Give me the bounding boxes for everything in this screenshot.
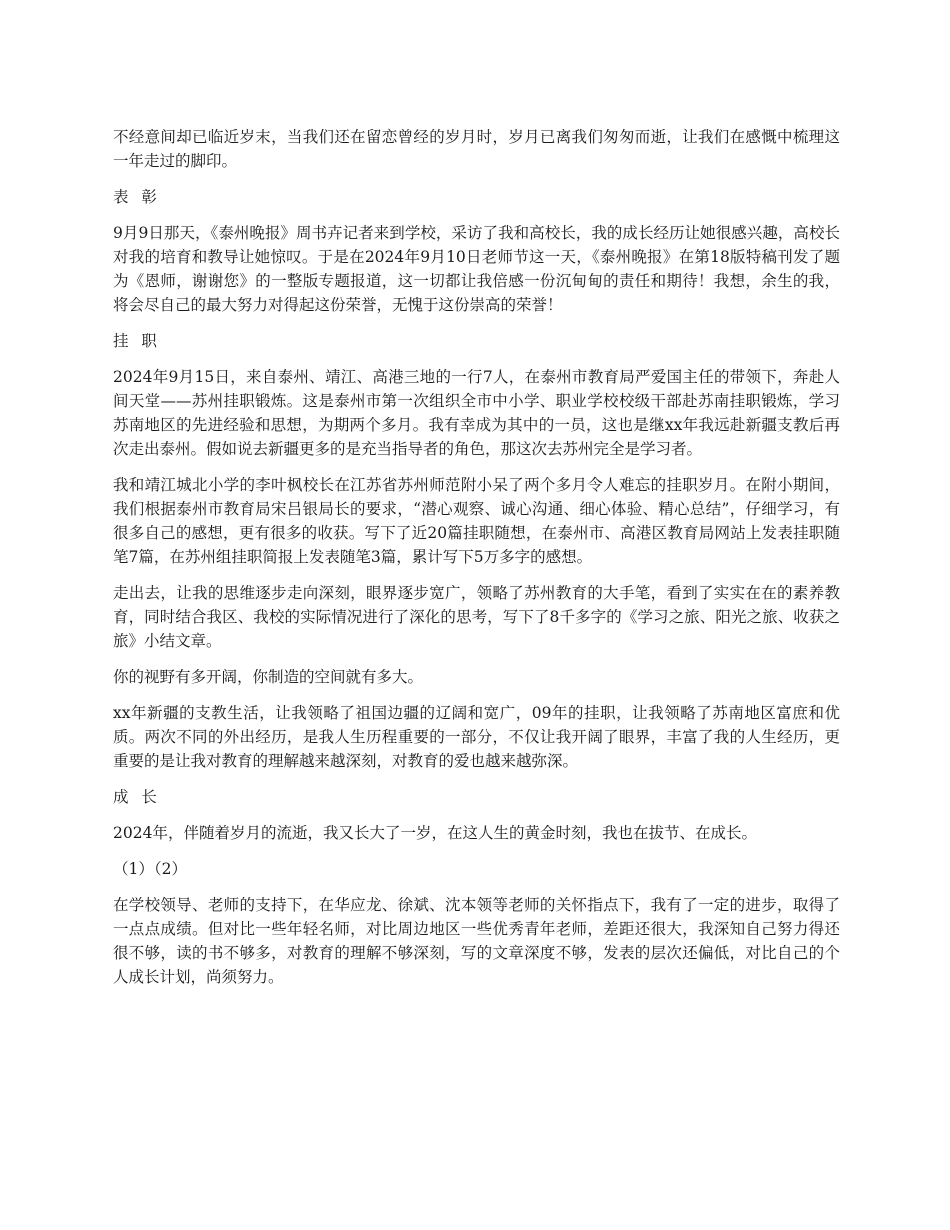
growth-list-markers: （1）（2） — [113, 860, 187, 878]
secondment-paragraph-1: 2024年9月15日，来自泰州、靖江、高港三地的一行7人，在泰州市教育局严爱国主任的带领下，奔赴人间天堂——苏州挂职锻炼。这是泰州市第一次组织全市中小学、职业学校校级干部赴苏南挂职锻炼，学习苏南地区的先进经验和思想，为期两个多月。我有幸成为其中的一员，这也是继xx年我远赴新疆支教后再次走出泰州。假如说去新疆更多的是充当指导者的角色，那这次去苏州完全是学习者。 — [113, 368, 840, 458]
intro-paragraph: 不经意间却已临近岁末，当我们还在留恋曾经的岁月时，岁月已离我们匆匆而逝，让我们在感慨中梳理这一年走过的脚印。 — [113, 128, 840, 170]
commendation-paragraph: 9月9日那天，《泰州晚报》周书卉记者来到学校，采访了我和高校长，我的成长经历让她很感兴趣，高校长对我的培育和教导让她惊叹。于是在2024年9月10日老师节这一天，《泰州晚报》在第18版特稿刊发了题为《恩师，谢谢您》的一整版专题报道，这一切都让我倍感一份沉甸甸的责任和期待！我想，余生的我，将会尽自己的最大努力对得起这份荣誉，无愧于这份崇高的荣誉！ — [113, 224, 840, 314]
secondment-paragraph-2: 我和靖江城北小学的李叶枫校长在江苏省苏州师范附小呆了两个多月令人难忘的挂职岁月。在附小期间，我们根据泰州市教育局宋吕银局长的要求，“潜心观察、诚心沟通、细心体验、精心总结”，仔细学习，有很多自己的感想，更有很多的收获。写下了近20篇挂职随想，在泰州市、高港区教育局网站上发表挂职随笔7篇，在苏州组挂职简报上发表随笔3篇，累计写下5万多字的感想。 — [113, 476, 840, 566]
growth-paragraph-2: 在学校领导、老师的支持下，在华应龙、徐斌、沈本领等老师的关怀指点下，我有了一定的进步，取得了一点点成绩。但对比一些年轻名师，对比周边地区一些优秀青年老师，差距还很大，我深知自己努力得还很不够，读的书不够多，对教育的理解不够深刻，写的文章深度不够，发表的层次还偏低，对比自己的个人成长计划，尚须努力。 — [113, 896, 840, 986]
section-heading-commendation: 表 彰 — [113, 188, 161, 206]
secondment-paragraph-4: 你的视野有多开阔，你制造的空间就有多大。 — [113, 668, 424, 686]
secondment-paragraph-3: 走出去，让我的思维逐步走向深刻，眼界逐步宽广，领略了苏州教育的大手笔，看到了实实在在的素养教育，同时结合我区、我校的实际情况进行了深化的思考，写下了8千多字的《学习之旅、阳光之旅、收获之旅》小结文章。 — [113, 584, 840, 650]
document-body — [113, 125, 840, 1001]
section-heading-growth: 成 长 — [113, 788, 161, 806]
secondment-paragraph-5: xx年新疆的支教生活，让我领略了祖国边疆的辽阔和宽广，09年的挂职，让我领略了苏南地区富庶和优质。两次不同的外出经历，是我人生历程重要的一部分，不仅让我开阔了眼界，丰富了我的人生经历，更重要的是让我对教育的理解越来越深刻，对教育的爱也越来越弥深。 — [113, 704, 840, 770]
growth-paragraph-1: 2024年，伴随着岁月的流逝，我又长大了一岁，在这人生的黄金时刻，我也在拔节、在成长。 — [113, 824, 757, 842]
section-heading-secondment: 挂 职 — [113, 332, 161, 350]
